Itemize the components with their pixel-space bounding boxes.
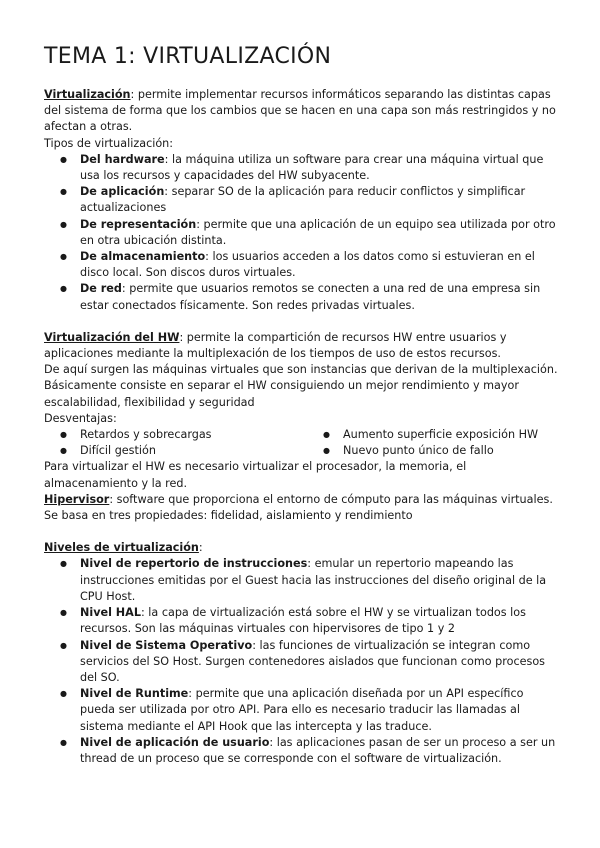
list-item-term: De aplicación bbox=[80, 185, 165, 199]
list-item-text: : permite que una aplicación de un equipo sea utilizada por otro en otra ubicación distinta. bbox=[80, 217, 556, 247]
list-item bbox=[80, 152, 560, 184]
list-item bbox=[80, 735, 560, 767]
list-item: ● Difícil gestión bbox=[80, 443, 297, 459]
hw-text: : permite la compartición de recursos HW entre usuarios y aplicaciones mediante la multiplexación de los tiempos de uso de estos recursos. bbox=[44, 330, 507, 361]
hw-term: Virtualización del HW bbox=[44, 330, 180, 344]
list-item bbox=[80, 217, 560, 249]
list-item-text: : permite que una aplicación diseñada por un API específico pueda ser utilizada por otro API. Para ello es necesario traducir las llamadas al sistema mediante el API Hook que las intercepta y las traduce. bbox=[80, 687, 524, 733]
list-item bbox=[80, 281, 560, 313]
hw-line-4: Para virtualizar el HW es necesario virtualizar el procesador, la memoria, el almacenamiento y la red. bbox=[44, 460, 467, 490]
list-item-text: : la máquina utiliza un software para crear una máquina virtual que usa los recursos y capacidades del HW subyacente. bbox=[80, 152, 544, 183]
hypervisor-text: : software que proporciona el entorno de cómputo para las máquinas virtuales. bbox=[109, 492, 553, 506]
list-item bbox=[80, 638, 560, 687]
list-item-text: : los usuarios acceden a los datos como si estuvieran en el disco local. Son discos duros virtuales. bbox=[80, 250, 535, 280]
list-item-term: Del hardware bbox=[80, 152, 165, 166]
list-item-text: : las funciones de virtualización se integran como servicios del SO Host. Surgen contenedores aislados que funcionan como procesos del SO. bbox=[80, 638, 546, 684]
types-heading: Tipos de virtualización: bbox=[44, 136, 174, 150]
page-title: TEMA 1: VIRTUALIZACIÓN bbox=[44, 44, 332, 69]
list-item-term: Nivel de repertorio de instrucciones bbox=[80, 557, 308, 571]
list-item-text: : la capa de virtualización está sobre el HW y se virtualizan todos los recursos. Son las máquinas virtuales con hipervisores de tipo 1 y 2 bbox=[80, 606, 526, 636]
list-item: ● Nuevo punto único de fallo bbox=[343, 443, 560, 459]
list-item-term: Nivel de Sistema Operativo bbox=[80, 638, 253, 652]
intro-term: Virtualización bbox=[44, 88, 131, 101]
disadvantages-heading: Desventajas: bbox=[44, 411, 117, 425]
list-item bbox=[80, 605, 560, 637]
list-item-text: : separar SO de la aplicación para reducir conflictos y simplificar actualizaciones bbox=[80, 185, 526, 215]
list-item-term: De almacenamiento bbox=[80, 250, 206, 264]
hypervisor-term: Hipervisor bbox=[44, 492, 110, 506]
list-item-term: De representación bbox=[80, 217, 197, 231]
disadvantages-list-right bbox=[297, 427, 560, 459]
list-item-term: De red bbox=[80, 282, 122, 296]
levels-heading: Niveles de virtualización bbox=[44, 541, 199, 555]
hw-line-3: Básicamente consiste en separar el HW consiguiendo un mejor rendimiento y mayor escalabilidad, flexibilidad y seguridad bbox=[44, 379, 519, 409]
list-item-text: : emular un repertorio mapeando las instrucciones emitidas por el Guest hacia las instrucciones del diseño original de la CPU Host. bbox=[80, 557, 547, 603]
hw-paragraph bbox=[44, 330, 560, 362]
list-item-term: Nivel de aplicación de usuario bbox=[80, 735, 270, 749]
list-item-term: Nivel de Runtime bbox=[80, 687, 189, 701]
intro-text: : permite implementar recursos informáticos separando las distintas capas del sistema de forma que los cambios que se hacen en una capa son más restringidos y no afectan a otras. bbox=[44, 88, 556, 134]
disadvantages-list-left bbox=[44, 427, 297, 459]
list-item: ● Aumento superficie exposición HW bbox=[343, 427, 560, 443]
hypervisor-paragraph bbox=[44, 492, 560, 508]
section-spacer bbox=[44, 314, 560, 330]
list-item bbox=[80, 249, 560, 281]
levels-heading-line bbox=[44, 540, 560, 556]
list-item-text: : las aplicaciones pasan de ser un proceso a ser un thread de un proceso que se corresponde con el software de virtualización. bbox=[80, 735, 556, 765]
list-item-text: : permite que usuarios remotos se conecten a una red de una empresa sin estar conectados físicamente. Son redes privadas virtuales. bbox=[80, 282, 541, 312]
list-item-term: Nivel HAL bbox=[80, 606, 141, 620]
types-list bbox=[44, 152, 560, 314]
intro-paragraph bbox=[44, 87, 560, 136]
hypervisor-line-2: Se basa en tres propiedades: fidelidad, aislamiento y rendimiento bbox=[44, 509, 413, 523]
levels-colon: : bbox=[198, 541, 203, 555]
list-item bbox=[80, 686, 560, 735]
list-item bbox=[80, 184, 560, 216]
levels-list bbox=[44, 556, 560, 767]
list-item: ● Retardos y sobrecargas bbox=[80, 427, 297, 443]
hw-line-2: De aquí surgen las máquinas virtuales que son instancias que derivan de la multiplexación. bbox=[44, 363, 558, 377]
disadvantages-columns bbox=[44, 427, 560, 459]
list-item bbox=[80, 556, 560, 605]
section-spacer bbox=[44, 524, 560, 540]
